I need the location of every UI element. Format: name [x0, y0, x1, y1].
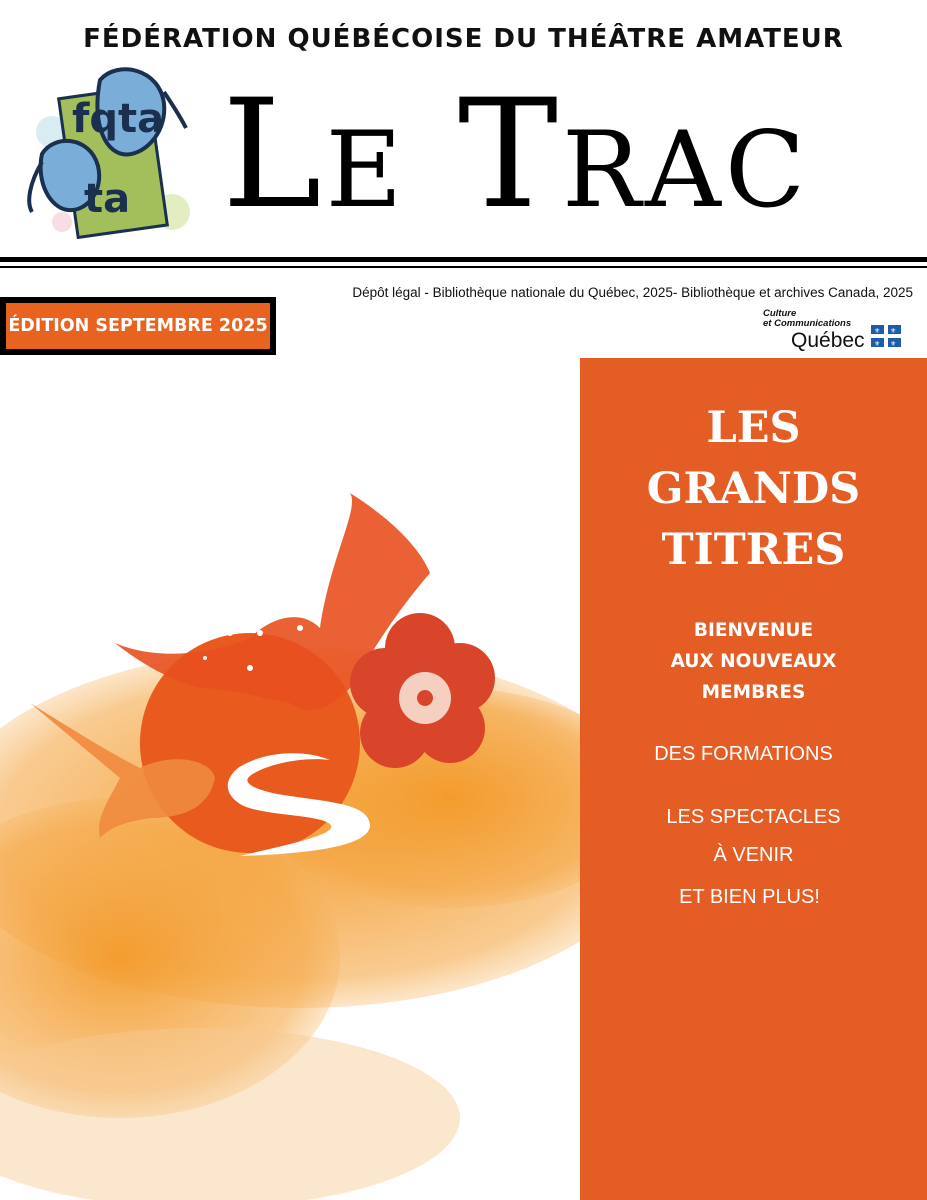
- logo-letters-bottom: ta: [84, 176, 131, 222]
- organization-name: FÉDÉRATION QUÉBÉCOISE DU THÉÂTRE AMATEUR: [83, 24, 844, 54]
- svg-text:⚜: ⚜: [874, 341, 881, 347]
- headlines-heading-line: LES: [706, 403, 801, 453]
- headline-item-line: DES FORMATIONS: [654, 743, 833, 765]
- divider-thick: [0, 257, 927, 262]
- logo-letters-top: fqta: [72, 96, 165, 142]
- headlines-heading-line: GRANDS: [646, 464, 861, 514]
- headlines-heading: [580, 398, 927, 581]
- svg-text:⚜: ⚜: [890, 328, 897, 335]
- svg-text:⚜: ⚜: [874, 328, 881, 335]
- headline-item-line: BIENVENUE: [693, 620, 814, 641]
- svg-text:⚜: ⚜: [890, 341, 897, 347]
- cover-illustration: [0, 358, 580, 1200]
- headline-item-line: AUX NOUVEAUX: [670, 651, 837, 672]
- legal-notice: Dépôt légal - Bibliothèque nationale du Québec, 2025- Bibliothèque et archives Canada, 2025: [352, 285, 913, 300]
- quebec-logo-line1: Culture: [763, 308, 797, 319]
- headline-item-line: MEMBRES: [701, 682, 806, 703]
- quebec-logo-ministry: [763, 309, 851, 329]
- edition-badge: [0, 297, 276, 355]
- headline-item-line: ET BIEN PLUS!: [679, 886, 820, 908]
- edition-label: ÉDITION SEPTEMBRE 2025: [6, 303, 270, 349]
- quebec-logo-line2: et Communications: [763, 318, 852, 329]
- headlines-panel: [580, 358, 927, 1200]
- headline-item-line: À VENIR: [713, 844, 794, 866]
- masthead-title: Le Trac: [222, 68, 810, 242]
- quebec-logo-name: Québec: [791, 329, 865, 352]
- headline-item-line: LES SPECTACLES: [666, 806, 841, 828]
- headlines-heading-line: TITRES: [661, 525, 846, 575]
- quebec-government-logo: [763, 309, 908, 351]
- divider-thin: [0, 266, 927, 268]
- fqta-logo: [22, 62, 202, 252]
- quebec-flag-icon: [871, 325, 901, 347]
